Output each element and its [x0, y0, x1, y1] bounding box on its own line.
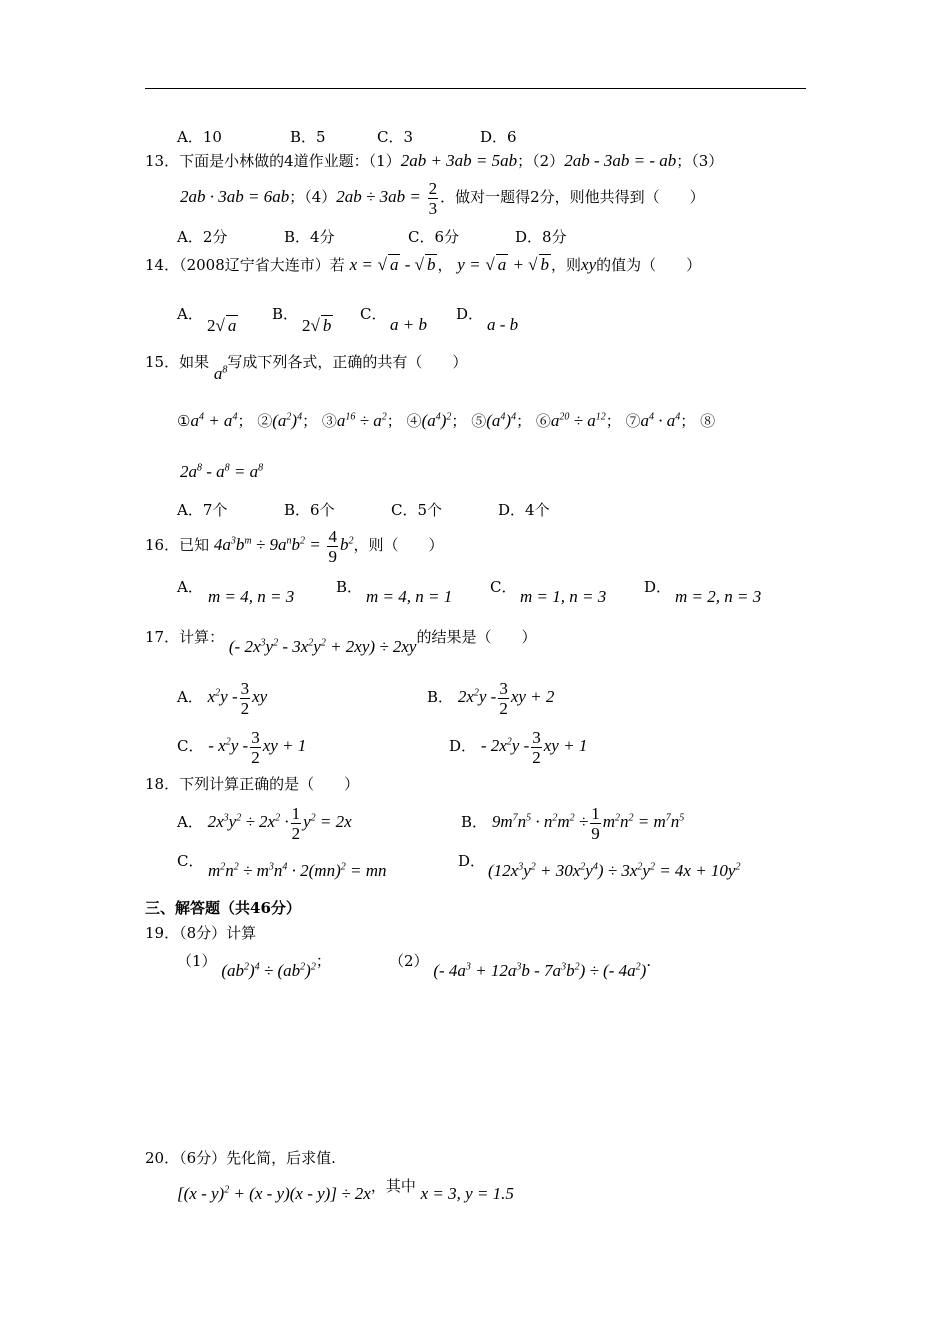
q13-option-d: D．8分 [515, 228, 567, 246]
q14-option-a-value: 2√ a [207, 316, 237, 335]
header-rule [145, 88, 806, 89]
q16-fraction: $\frac{4}{9}$ [328, 526, 337, 566]
q17-line1: 17．计算： (- $2x^3y^2 - 3x^2y^2 + 2xy) \div 2xy$的结果是（ ） [145, 628, 537, 656]
q12-option-c: C．3 [377, 128, 414, 146]
q15-option-c: C．5个 [391, 501, 443, 519]
q15-a8: $a^8$ [213, 364, 228, 383]
q14-option-b-label: B． [272, 305, 299, 323]
q18-option-b: B． $9m^7n^5 \cdot n^2m^2$ ÷ $\frac{1}{9}$ $m^2n^2 = m^7n^5$ [461, 803, 685, 843]
q13-fraction: $\frac{2}{3}$ [428, 178, 438, 218]
q17-option-d: D． - $2x^2y$ - $\frac{3}{2}$ xy + 1 [449, 727, 588, 767]
q18-option-c-value: $m^2n^2 \div m^3n^4 \cdot 2(mn)^2$ = mn [208, 861, 387, 880]
q15-item-5: $⑤(a^4)^4$； [471, 411, 532, 430]
q14-option-b-value: 2√ b [302, 316, 332, 335]
q12-option-d: D．6 [480, 128, 517, 146]
q16-option-b-value: m = 4, n = 1 [366, 587, 453, 606]
q15-option-d: D．4个 [498, 501, 550, 519]
q13-option-b: B．4分 [284, 228, 335, 246]
q15-item-2: $②(a^2)^4$； [257, 411, 318, 430]
q15-option-a: A．7个 [177, 501, 228, 519]
q13-option-a: A．2分 [177, 228, 228, 246]
q15-item-4: $④(a^4)^2$； [406, 411, 467, 430]
q16-option-b-label: B． [336, 578, 363, 596]
q16-option-c-value: m = 1, n = 3 [520, 587, 607, 606]
q15-items [177, 404, 715, 438]
q15-option-b: B．6个 [284, 501, 335, 519]
q16-option-d-value: m = 2, n = 3 [675, 587, 762, 606]
q16-line1: 16．已知 $4a^3b^m \div 9a^nb^2$ = $\frac{4}{9}$ $b^2$，则（ ） [145, 526, 444, 566]
q13-line1: 13．下面是小林做的4道作业题：（1）2ab + 3ab = 5ab；（2）2ab - 3ab = - ab；（3） [145, 151, 724, 170]
q17-option-b: B． $2x^2y$ - $\frac{3}{2}$ xy + 2 [427, 678, 555, 718]
q16-option-a-label: A． [177, 578, 203, 596]
q14-option-c-value: a + b [390, 315, 427, 334]
q16-option-c-label: C． [490, 578, 517, 596]
q15-line1: 15．如果 $a^8$写成下列各式，正确的共有（ ） [145, 353, 468, 383]
q15-item-1: $①a^4 + a^4$； [177, 411, 253, 430]
q13-option-c: C．6分 [408, 228, 460, 246]
q17-option-a: A． $x^2y$ - $\frac{3}{2}$ xy [177, 678, 268, 718]
q20-line1: 20．（6分）先化简，后求值. [145, 1149, 336, 1167]
q14-line1: 14．（2008辽宁省大连市）若 x = √ a - √ b ， y = √ a + √ b ，则xy的值为（ ） [145, 255, 702, 274]
q14-option-a-label: A． [177, 305, 203, 323]
q16-option-a-value: m = 4, n = 3 [208, 587, 295, 606]
q18-option-d-label: D． [458, 852, 486, 870]
q14-option-d-label: D． [456, 305, 484, 323]
q20-line2: [(x - y)$^2$ + (x - y)(x - y)] ÷ 2x，其中 x = 3, y = 1.5 [177, 1177, 514, 1203]
q12-option-a: A．10 [177, 128, 222, 146]
q16-option-d-label: D． [644, 578, 672, 596]
q19-part1: （1） $(ab^2)^4 \div (ab^2)^2$； [177, 952, 331, 980]
q14-option-d-value: a - b [487, 315, 519, 334]
q14-option-c-label: C． [360, 305, 387, 323]
q19-part2: （2） (- $4a^3 + 12a^3b - 7a^3b^2$) ÷ (- $4a^2$). [389, 952, 652, 980]
q15-item-3: $③a^{16} \div a^2$； [321, 411, 402, 430]
q15-item-8: ⑧ [700, 412, 716, 430]
q13-line2: 2ab · 3ab = 6ab；（4）2ab ÷ 3ab = $\frac{2}{3}$ ．做对一题得2分，则他共得到（ ） [180, 178, 705, 218]
section-3-title: 三、解答题（共46分） [145, 899, 301, 917]
q17-option-c: C． - $x^2y$ - $\frac{3}{2}$ xy + 1 [177, 727, 307, 767]
q18-option-a: A． $2x^3y^2 \div 2x^2$ · $\frac{1}{2}$ $y^2 = 2x$ [177, 803, 352, 843]
q15-item-7: $⑦a^4 \cdot a^4$； [625, 411, 696, 430]
q15-item-6: $⑥a^{20} \div a^{12}$； [535, 411, 621, 430]
q12-option-b: B．5 [290, 128, 326, 146]
q15-item-8-expr: $2a^8 - a^8 = a^8$ [180, 462, 264, 481]
q18-line1: 18．下列计算正确的是（ ） [145, 775, 360, 793]
q19-line1: 19．（8分）计算 [145, 924, 257, 942]
q18-option-d-value: $(12x^3y^2 + 30x^2y^4) \div 3x^2y^2 = 4x + 10y^2$ [488, 861, 741, 880]
q18-option-c-label: C． [177, 852, 204, 870]
